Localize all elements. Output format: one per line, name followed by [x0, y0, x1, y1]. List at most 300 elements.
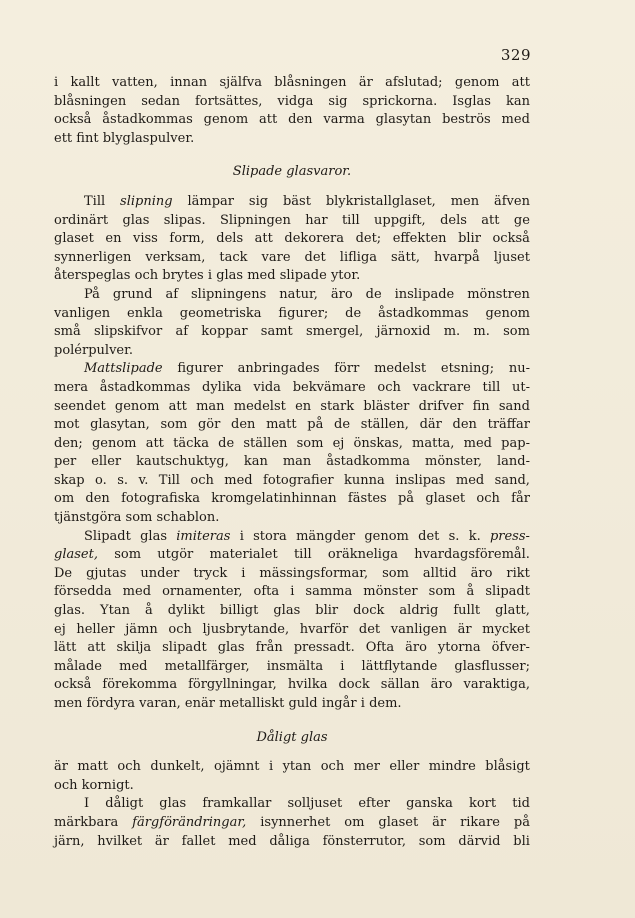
- spacer: [54, 714, 530, 729]
- word: tack: [219, 249, 248, 265]
- word: lättflytande: [361, 658, 438, 674]
- word: gjutas: [86, 565, 127, 581]
- word: mönster: [363, 584, 418, 600]
- word: den: [288, 112, 313, 128]
- word: s.: [117, 472, 129, 488]
- word: fördyra: [86, 696, 136, 711]
- word: rikt: [506, 565, 530, 581]
- word: de: [365, 286, 382, 302]
- word: smergel,: [306, 324, 364, 340]
- word: skilja: [116, 640, 152, 656]
- word: mindre: [428, 759, 476, 775]
- word: genom: [364, 528, 409, 544]
- word: försedda: [54, 584, 112, 600]
- word: genom: [485, 305, 530, 321]
- word: de: [218, 435, 235, 451]
- word: uppgift,: [374, 212, 426, 228]
- word: Ofta: [365, 640, 395, 656]
- word: efter: [358, 796, 390, 812]
- word: järn,: [54, 833, 85, 849]
- word: ut-: [512, 379, 530, 395]
- word: får: [511, 491, 530, 507]
- text-line: [54, 695, 530, 714]
- word: den;: [54, 435, 83, 451]
- word: sätt,: [391, 249, 421, 265]
- word: effekten: [392, 231, 447, 247]
- word: med: [119, 658, 148, 674]
- text-line: [54, 472, 530, 491]
- word: grund: [112, 286, 153, 302]
- word: inslipade: [394, 286, 455, 302]
- word: blyglaspulver.: [102, 130, 195, 146]
- word: sedan: [141, 93, 180, 109]
- word: äro: [405, 640, 427, 656]
- word: glas: [217, 640, 245, 656]
- word: man: [282, 454, 312, 470]
- word: bäst: [282, 193, 311, 209]
- word: k.: [468, 528, 481, 544]
- section-heading: Slipade glasvaror.: [232, 164, 352, 180]
- word: samma: [305, 584, 353, 600]
- word: innan: [170, 75, 208, 90]
- word: att: [511, 75, 530, 90]
- word: den: [231, 417, 256, 433]
- word: verksam,: [145, 249, 206, 265]
- word: att: [87, 640, 106, 656]
- word: järnoxid: [376, 324, 431, 340]
- word: blåsigt: [485, 759, 530, 775]
- word: ganska: [406, 796, 453, 812]
- word: med: [122, 584, 152, 600]
- word: ytan: [282, 759, 312, 775]
- word: i: [239, 528, 244, 544]
- word: enär: [184, 696, 215, 711]
- word: åstadkommas: [378, 305, 469, 321]
- word: också: [54, 677, 92, 693]
- word: ljusbrytande,: [202, 621, 290, 637]
- word: genom: [203, 112, 249, 128]
- word: tid: [512, 796, 530, 812]
- word: inslipas: [395, 472, 446, 488]
- word: i: [54, 75, 59, 90]
- text-line: [54, 546, 530, 565]
- text-line: [54, 602, 530, 621]
- word: själfva: [219, 75, 262, 90]
- word: dåliga: [269, 833, 310, 849]
- word: det: [418, 528, 440, 544]
- word: ingår: [321, 696, 357, 711]
- spacer: [54, 182, 530, 193]
- word: hvilka: [287, 677, 328, 693]
- word: koppar: [201, 324, 248, 340]
- word: dåligt: [105, 796, 144, 812]
- word: fortsättes,: [194, 93, 263, 109]
- word: kallt: [70, 75, 100, 90]
- word: i: [340, 658, 345, 674]
- word: dock: [338, 677, 370, 693]
- word: som: [160, 417, 188, 433]
- word: å: [466, 584, 475, 600]
- word: sällan: [380, 677, 420, 693]
- word: genom: [454, 75, 500, 90]
- text-line: [54, 212, 530, 231]
- word: pressadt.: [293, 640, 355, 656]
- word: åstadkomma: [326, 454, 411, 470]
- word: På: [84, 286, 100, 302]
- word: men: [450, 193, 480, 209]
- word: och: [168, 621, 192, 637]
- word: till: [482, 379, 501, 395]
- text-line: [54, 758, 530, 777]
- word: och: [320, 759, 345, 775]
- word: ornamenter,: [162, 584, 243, 600]
- word: anbringades: [237, 361, 320, 377]
- text-line: [54, 490, 530, 509]
- word: dekorera: [284, 231, 345, 247]
- text-line: [54, 193, 530, 212]
- body-text: [54, 74, 530, 851]
- text-line: [54, 379, 530, 398]
- text-line: [54, 111, 530, 130]
- word: matt: [77, 759, 108, 775]
- word: ytor.: [330, 268, 361, 284]
- word: slipas.: [163, 212, 206, 228]
- word: och: [190, 472, 214, 488]
- word: varaktiga,: [463, 677, 530, 693]
- word: glas: [140, 528, 167, 544]
- word: med: [228, 833, 257, 849]
- word: hvilket: [97, 833, 143, 849]
- word: seendet: [54, 398, 106, 414]
- word: imiteras: [176, 528, 231, 544]
- word: träffar: [487, 417, 530, 433]
- text-line: [54, 528, 530, 547]
- word: m.: [473, 324, 490, 340]
- word: och: [377, 379, 401, 395]
- word: att: [145, 435, 164, 451]
- word: fotografier: [263, 472, 334, 488]
- word: att: [168, 398, 187, 414]
- word: nu-: [508, 361, 530, 377]
- word: slipadt: [485, 584, 530, 600]
- text-line: [54, 323, 530, 342]
- word: ställen: [243, 435, 288, 451]
- word: utgör: [157, 547, 194, 563]
- word: Isglas: [452, 93, 491, 109]
- word: den: [452, 417, 477, 433]
- word: glasytan: [375, 112, 432, 128]
- word: färgförändringar,: [132, 814, 247, 830]
- word: enkla: [127, 305, 163, 321]
- word: till: [293, 547, 312, 563]
- word: natur,: [279, 286, 318, 302]
- word: eller: [91, 454, 122, 470]
- word: fin: [472, 398, 490, 414]
- word: förr: [334, 361, 360, 377]
- word: som: [428, 584, 456, 600]
- word: men: [54, 696, 83, 711]
- word: ej: [332, 435, 345, 451]
- word: vidga: [277, 93, 314, 109]
- word: ofta: [253, 584, 280, 600]
- word: har: [305, 212, 328, 228]
- word: återspeglas: [54, 268, 131, 284]
- text-line: [54, 249, 530, 268]
- word: synnerligen: [54, 249, 132, 265]
- word: medelst: [233, 398, 286, 414]
- word: i: [241, 565, 246, 581]
- word: med: [463, 435, 492, 451]
- word: äro: [470, 565, 493, 581]
- word: kunna: [344, 472, 385, 488]
- word: sig: [328, 93, 348, 109]
- word: Ytan: [100, 603, 130, 619]
- text-line: [54, 305, 530, 324]
- word: är: [54, 759, 68, 775]
- word: vackrare: [412, 379, 471, 395]
- word: guld: [288, 696, 318, 711]
- word: märkbara: [54, 814, 119, 830]
- word: aldrig: [399, 603, 439, 619]
- word: och: [134, 268, 159, 284]
- word: målade: [54, 658, 103, 674]
- word: framkallar: [202, 796, 272, 812]
- text-line: [54, 342, 530, 361]
- word: blåsningen: [54, 93, 127, 109]
- word: under: [140, 565, 180, 581]
- word: Till: [84, 193, 106, 209]
- text-line: [54, 130, 530, 149]
- word: jämn: [125, 621, 158, 637]
- word: isynnerhet: [260, 814, 331, 830]
- text-line: [54, 286, 530, 305]
- word: i: [360, 696, 365, 711]
- word: v.: [138, 472, 149, 488]
- word: glaset: [54, 231, 94, 247]
- word: dels: [216, 231, 244, 247]
- word: metalliskt: [219, 696, 285, 711]
- word: lämpar: [187, 193, 235, 209]
- word: figurer: [177, 361, 223, 377]
- word: afslutad;: [385, 75, 443, 90]
- word: mässingsformar,: [259, 565, 369, 581]
- word: med: [455, 472, 485, 488]
- word: glasflusser;: [454, 658, 530, 674]
- word: schablon.: [156, 510, 220, 526]
- word: också: [54, 112, 92, 128]
- word: materialet: [209, 547, 278, 563]
- word: där: [419, 417, 442, 433]
- word: som: [296, 435, 324, 451]
- word: ordinärt: [54, 212, 109, 228]
- word: slipadt: [162, 640, 207, 656]
- word: billigt: [219, 603, 259, 619]
- word: viss: [133, 231, 158, 247]
- word: kort: [468, 796, 497, 812]
- word: mera: [54, 379, 88, 395]
- word: kan: [505, 93, 530, 109]
- word: som: [114, 547, 142, 563]
- word: som: [503, 324, 530, 340]
- text-line: [54, 583, 530, 602]
- word: metallfärger,: [164, 658, 250, 674]
- word: öfver-: [491, 640, 530, 656]
- word: blir: [315, 603, 339, 619]
- word: Slipadt: [84, 528, 131, 544]
- word: blykristallglaset,: [325, 193, 436, 209]
- text-line: [54, 435, 530, 454]
- word: äro: [330, 286, 353, 302]
- word: af: [165, 286, 179, 302]
- word: små: [54, 324, 81, 340]
- word: också: [492, 231, 530, 247]
- word: är: [457, 621, 472, 637]
- word: fallet: [181, 833, 216, 849]
- word: vatten,: [112, 75, 158, 90]
- word: genom: [91, 435, 137, 451]
- word: att: [254, 231, 273, 247]
- word: med: [224, 472, 253, 488]
- word: form,: [169, 231, 205, 247]
- word: önskas,: [353, 435, 403, 451]
- word: täcka: [173, 435, 209, 451]
- word: sig: [248, 193, 269, 209]
- word: glas: [216, 268, 244, 284]
- word: af: [175, 324, 188, 340]
- word: glas: [159, 796, 187, 812]
- word: press-: [489, 528, 530, 544]
- word: med: [247, 268, 276, 284]
- word: ojämnt: [213, 759, 260, 775]
- word: en: [105, 231, 122, 247]
- text-line: [54, 74, 530, 93]
- word: hvarpå: [434, 249, 480, 265]
- word: gör: [197, 417, 221, 433]
- word: solljuset: [287, 796, 343, 812]
- word: Slipningen: [220, 212, 291, 228]
- word: De: [54, 565, 73, 581]
- text-line: [54, 416, 530, 435]
- spacer: [54, 148, 530, 163]
- word: i: [290, 584, 295, 600]
- word: äfven: [494, 193, 530, 209]
- word: I: [84, 796, 90, 812]
- word: och: [117, 759, 141, 775]
- word: medelst: [374, 361, 427, 377]
- word: bli: [513, 833, 530, 849]
- word: förekomma: [102, 677, 178, 693]
- word: vida: [253, 379, 281, 395]
- text-line: [54, 565, 530, 584]
- text-line: [54, 230, 530, 249]
- word: lifliga: [339, 249, 378, 265]
- word: kautschuktyg,: [136, 454, 229, 470]
- word: från: [255, 640, 283, 656]
- word: glaset: [378, 814, 419, 830]
- word: kromgelatinhinnan: [211, 491, 337, 507]
- word: s.: [448, 528, 460, 544]
- word: slipskifvor: [93, 324, 163, 340]
- word: som: [418, 833, 446, 849]
- word: tryck: [193, 565, 228, 581]
- word: etsning;: [440, 361, 495, 377]
- word: fullt: [453, 603, 481, 619]
- word: bläster: [363, 398, 410, 414]
- text-line: [54, 639, 530, 658]
- word: pap-: [501, 435, 530, 451]
- text-line: [54, 777, 530, 796]
- word: i: [268, 759, 274, 775]
- word: det: [304, 249, 326, 265]
- text-line: [54, 398, 530, 417]
- word: blir: [458, 231, 481, 247]
- word: glasytan,: [90, 417, 150, 433]
- word: Till: [158, 472, 180, 488]
- word: varan,: [139, 696, 181, 711]
- word: fönsterrutor,: [322, 833, 406, 849]
- text-line: [54, 676, 530, 695]
- word: o.: [95, 472, 107, 488]
- word: matta,: [412, 435, 455, 451]
- word: är: [154, 833, 169, 849]
- word: m.: [443, 324, 461, 340]
- word: matt: [266, 417, 297, 433]
- text-line: [54, 509, 530, 528]
- word: och: [476, 491, 500, 507]
- word: stora: [253, 528, 287, 544]
- word: fint: [76, 130, 99, 146]
- word: lätt: [54, 640, 77, 656]
- text-line: [54, 360, 530, 379]
- word: polérpulver.: [54, 342, 134, 358]
- word: vare: [261, 249, 291, 265]
- text-line: [54, 833, 530, 852]
- word: äro: [430, 677, 453, 693]
- word: en: [295, 398, 312, 414]
- word: i: [207, 268, 213, 284]
- text-line: [54, 267, 530, 286]
- word: tjänstgöra: [54, 510, 122, 526]
- word: slipning: [120, 193, 173, 209]
- text-line: [54, 814, 530, 833]
- word: ytorna: [437, 640, 481, 656]
- text-line: [54, 621, 530, 640]
- word: de: [334, 417, 351, 433]
- word: blåsningen: [274, 75, 347, 90]
- word: hvardagsföremål.: [414, 547, 530, 563]
- word: ett: [54, 130, 73, 146]
- word: slipade: [279, 268, 327, 284]
- word: ej: [54, 621, 66, 637]
- word: heller: [76, 621, 115, 637]
- word: med: [501, 112, 530, 128]
- word: på: [397, 491, 415, 507]
- word: vanligen: [390, 621, 447, 637]
- word: det;: [355, 231, 382, 247]
- word: beströs: [442, 112, 491, 128]
- word: mängder: [296, 528, 356, 544]
- word: som: [382, 565, 409, 581]
- text-line: [54, 453, 530, 472]
- word: dylikt: [167, 603, 205, 619]
- word: insmälta: [266, 658, 324, 674]
- word: å: [144, 603, 153, 619]
- word: eller: [389, 759, 420, 775]
- word: glaset: [425, 491, 466, 507]
- word: åstadkommas: [99, 379, 191, 395]
- word: varma: [323, 112, 365, 128]
- word: brytes: [162, 268, 204, 284]
